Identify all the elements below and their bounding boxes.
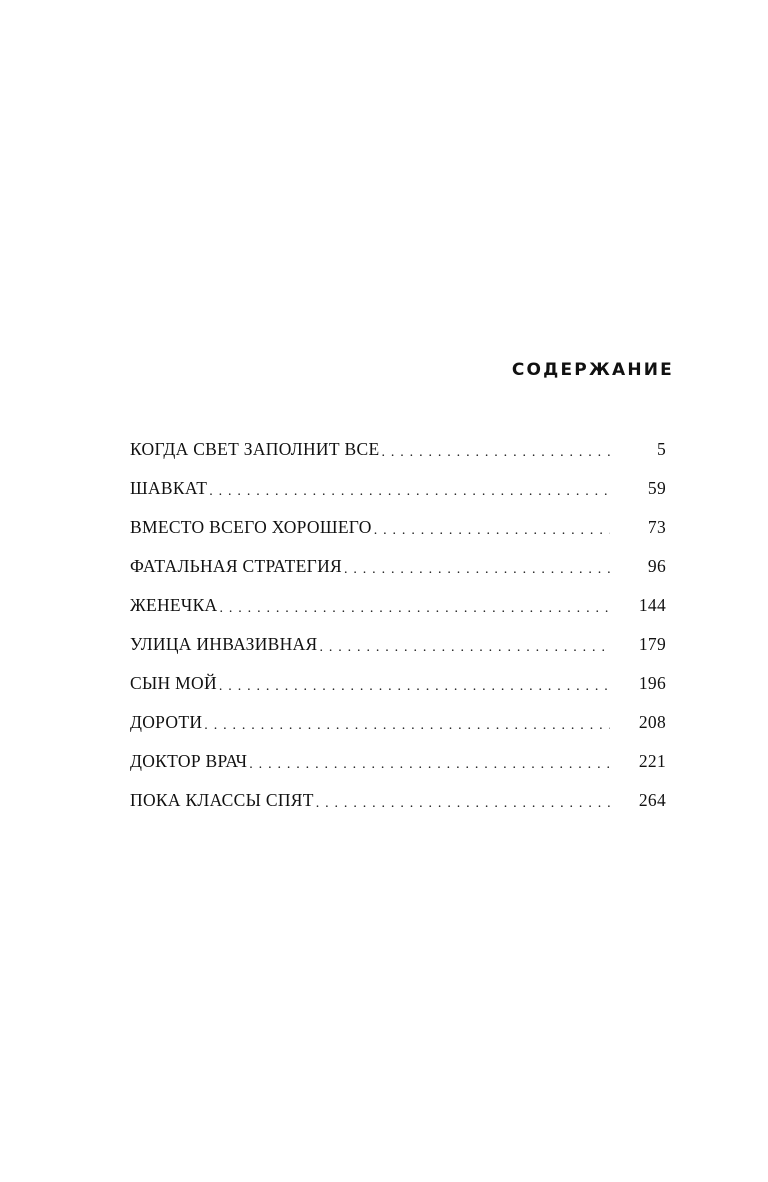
toc-entry-title: КОГДА СВЕТ ЗАПОЛНИТ ВСЕ	[130, 439, 380, 459]
toc-entry-page: 5	[656, 439, 666, 459]
toc-entry	[130, 508, 666, 547]
toc-entry-title: ШАВКАТ	[130, 478, 208, 498]
toc-entry-title: ЖЕНЕЧКА	[130, 595, 218, 615]
toc-entry-page: 196	[638, 673, 666, 693]
toc-entry	[130, 547, 666, 586]
toc-entry-title: ПОКА КЛАССЫ СПЯТ	[130, 790, 314, 810]
toc-entry-page: 179	[638, 634, 666, 654]
toc-entry-title: СЫН МОЙ	[130, 673, 217, 693]
toc-entry-page: 59	[647, 478, 666, 498]
toc-entry-page: 221	[638, 751, 666, 771]
toc-entry-title: ВМЕСТО ВСЕГО ХОРОШЕГО	[130, 517, 372, 537]
toc-heading: СОДЕРЖАНИЕ	[511, 360, 674, 380]
toc-entry	[130, 430, 666, 469]
toc-entry	[130, 664, 666, 703]
dot-leader	[249, 750, 610, 774]
toc-entry-page: 264	[638, 790, 666, 810]
toc-entry	[130, 742, 666, 781]
dot-leader	[374, 516, 610, 540]
toc-entry	[130, 586, 666, 625]
toc-entry-title: УЛИЦА ИНВАЗИВНАЯ	[130, 634, 318, 654]
toc-entry	[130, 469, 666, 508]
dot-leader	[204, 711, 610, 735]
toc-entry-page: 73	[647, 517, 666, 537]
toc-entry-page: 144	[638, 595, 666, 615]
dot-leader	[209, 477, 610, 501]
toc-entry-title: ФАТАЛЬНАЯ СТРАТЕГИЯ	[130, 556, 342, 576]
toc-entry	[130, 625, 666, 664]
toc-list	[130, 430, 666, 820]
dot-leader	[219, 672, 610, 696]
dot-leader	[319, 633, 610, 657]
toc-entry-title: ДОКТОР ВРАЧ	[130, 751, 248, 771]
dot-leader	[344, 555, 610, 579]
toc-entry	[130, 781, 666, 820]
dot-leader	[316, 789, 610, 813]
dot-leader	[219, 594, 610, 618]
toc-entry-page: 208	[638, 712, 666, 732]
toc-entry-title: ДОРОТИ	[130, 712, 203, 732]
dot-leader	[381, 438, 610, 462]
toc-entry-page: 96	[647, 556, 666, 576]
toc-entry	[130, 703, 666, 742]
